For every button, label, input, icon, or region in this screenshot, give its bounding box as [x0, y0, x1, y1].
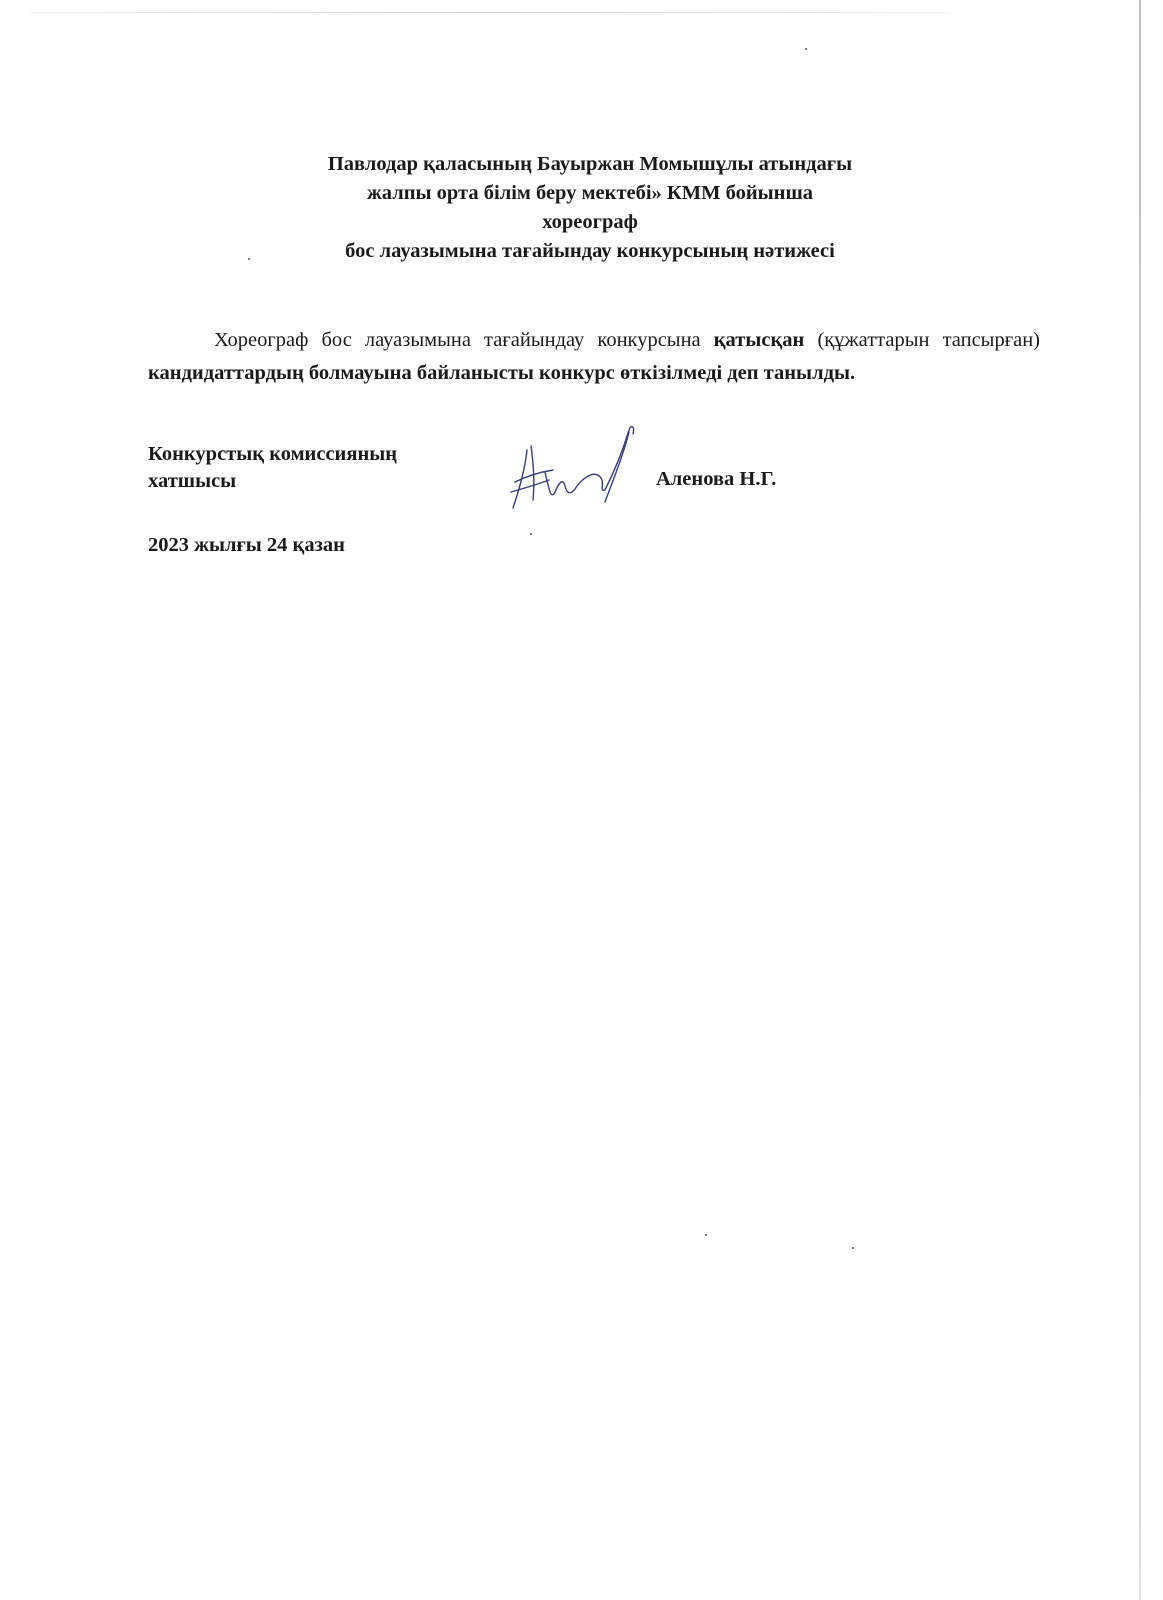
handwritten-signature — [505, 420, 655, 515]
result-paragraph — [148, 324, 1040, 390]
scan-edge-line — [30, 12, 950, 13]
signatory-role — [148, 441, 397, 495]
paragraph-text: (құжаттарын тапсырған) — [804, 328, 1041, 351]
signatory-name: Аленова Н.Г. — [656, 468, 777, 490]
paragraph-bold-text: қатысқан — [713, 328, 805, 351]
document-title — [140, 150, 1040, 266]
title-line: жалпы орта білім беру мектебі» КММ бойынша — [366, 182, 814, 204]
scan-right-edge — [1139, 0, 1141, 1600]
title-line: Павлодар қаласының Бауыржан Момышұлы атындағы — [327, 153, 853, 175]
role-line: Конкурстық комиссияның — [148, 443, 398, 465]
scan-speck — [705, 1234, 707, 1236]
title-line: хореограф — [542, 211, 638, 233]
document-date: 2023 жылғы 24 қазан — [148, 534, 345, 556]
paragraph-text: Хореограф бос лауазымына тағайындау конкурсына — [214, 328, 714, 351]
role-line: хатшысы — [148, 470, 237, 492]
scan-speck — [530, 533, 532, 535]
title-line: бос лауазымына тағайындау конкурсының нәтижесі — [345, 240, 835, 262]
scan-speck — [805, 48, 807, 50]
paragraph-bold-text: кандидаттардың болмауына байланысты конкурс өткізілмеді деп танылды. — [148, 361, 856, 384]
scan-speck — [852, 1247, 854, 1249]
